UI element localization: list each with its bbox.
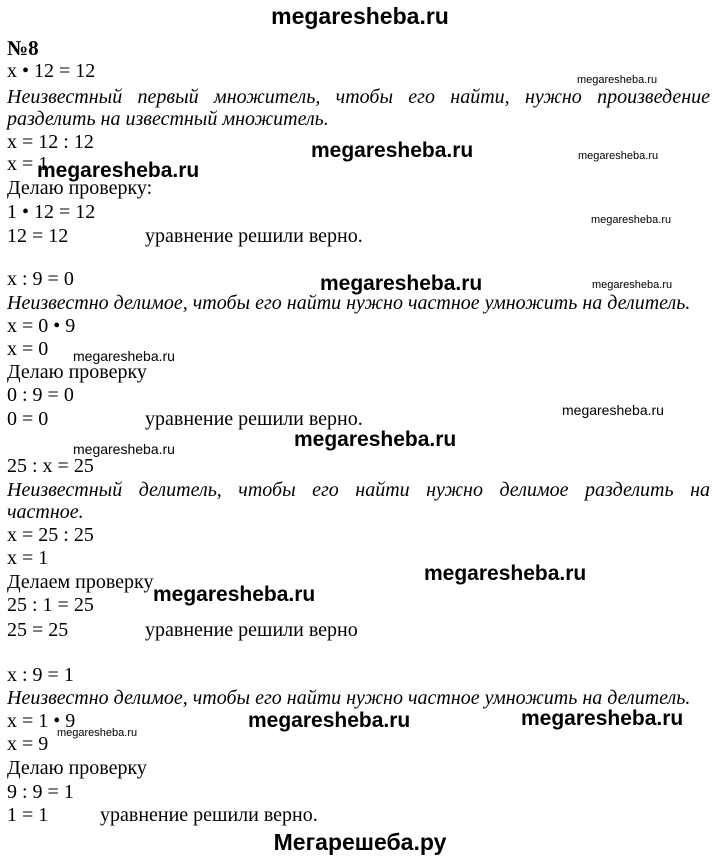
rule-1-line-2: разделить на известный множитель. [7,108,329,130]
solution-3-step-2: x = 1 [7,547,49,569]
solution-4-step-1: x = 1 • 9 [7,710,76,732]
rule-4-line-1: Неизвестно делимое, чтобы его найти нужно частное умножить на делитель. [7,687,691,709]
check-3-label: Делаем проверку [7,571,154,593]
watermark: megaresheba.ru [311,139,474,162]
rule-3-line-1: Неизвестный делитель, чтобы его найти нужно делимое разделить на [7,479,710,501]
result-4: уравнение решили верно. [100,804,318,826]
result-2: уравнение решили верно. [145,408,363,430]
check-2-label: Делаю проверку [7,361,147,383]
watermark: megaresheba.ru [591,214,672,226]
solution-2-step-1: x = 0 • 9 [7,315,76,337]
solution-4-step-2: x = 9 [7,733,49,755]
equation-3: 25 : x = 25 [7,455,94,477]
watermark: megaresheba.ru [73,348,175,364]
check-2-step-2: 0 = 0 [7,408,49,430]
watermark: megaresheba.ru [424,562,587,585]
watermark: megaresheba.ru [37,159,200,182]
watermark: megaresheba.ru [578,150,659,162]
rule-1-line-1: Неизвестный первый множитель, чтобы его найти, нужно произведение [7,86,710,108]
watermark: megaresheba.ru [153,583,316,606]
solution-3-step-1: x = 25 : 25 [7,524,94,546]
rule-3-line-2: частное. [7,501,84,523]
solution-2-step-2: x = 0 [7,338,49,360]
watermark: megaresheba.ru [248,709,411,732]
task-number: №8 [7,36,39,60]
check-1-step-1: 1 • 12 = 12 [7,201,96,223]
solution-1-step-1: x = 12 : 12 [7,131,94,153]
site-footer: Мегарешеба.ру [273,829,447,855]
site-header: megaresheba.ru [271,3,449,29]
result-1: уравнение решили верно. [145,225,363,247]
equation-2: x : 9 = 0 [7,268,74,290]
check-3-step-2: 25 = 25 [7,619,69,641]
check-1-step-2: 12 = 12 [7,225,69,247]
check-2-step-1: 0 : 9 = 0 [7,384,74,406]
check-4-step-2: 1 = 1 [7,804,49,826]
watermark: megaresheba.ru [592,279,673,291]
solution-1-step-2: x = 1 [7,153,49,175]
result-3: уравнение решили верно [145,619,358,641]
check-4-step-1: 9 : 9 = 1 [7,781,74,803]
equation-1: x • 12 = 12 [7,60,96,82]
check-4-label: Делаю проверку [7,757,147,779]
watermark: megaresheba.ru [521,707,684,730]
watermark: megaresheba.ru [73,441,175,457]
watermark: megaresheba.ru [57,727,138,739]
rule-2-line-1: Неизвестно делимое, чтобы его найти нужно частное умножить на делитель. [7,292,691,314]
equation-4: x : 9 = 1 [7,664,74,686]
watermark: megaresheba.ru [577,74,658,86]
check-1-label: Делаю проверку: [7,177,153,199]
watermark: megaresheba.ru [562,402,664,418]
watermark: megaresheba.ru [320,272,483,295]
watermark: megaresheba.ru [294,428,457,451]
check-3-step-1: 25 : 1 = 25 [7,594,94,616]
